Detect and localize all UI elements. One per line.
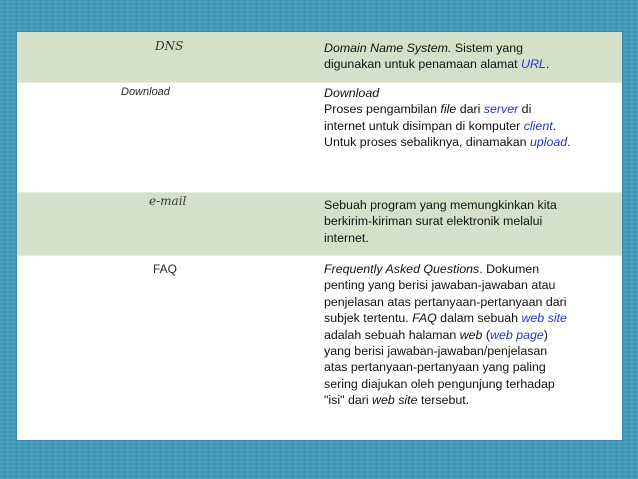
definition-text: Frequently Asked Questions	[324, 262, 480, 276]
definition-line	[324, 134, 620, 150]
definition-text: dari	[456, 102, 484, 117]
term-email: e-mail	[149, 194, 187, 208]
definition-text: berkirim-kiriman surat elektronik melalui	[324, 214, 543, 229]
term-faq: FAQ	[153, 262, 178, 276]
definition-text: Proses pengambilan	[324, 102, 441, 117]
definition-text: dalam sebuah	[436, 311, 522, 326]
definition-link[interactable]: upload	[529, 135, 568, 150]
definition-text: internet untuk disimpan di komputer	[324, 118, 524, 133]
definition-link[interactable]: URL	[521, 57, 546, 72]
term-download: Download	[121, 86, 170, 98]
definition-line	[324, 359, 620, 375]
definition-link[interactable]: web site	[521, 311, 567, 326]
definition-email	[324, 197, 620, 246]
definition-line	[324, 343, 620, 359]
definition-text: penjelasan atas pertanyaan-pertanyaan dari	[324, 294, 567, 309]
definition-text: Domain Name System.	[324, 41, 452, 55]
definition-line	[324, 40, 620, 56]
definition-line	[324, 310, 620, 326]
definition-text: file	[440, 102, 457, 117]
definition-text: penting yang berisi jawaban-jawaban atau	[324, 278, 556, 293]
definition-text: tersebut.	[417, 393, 470, 408]
definition-link[interactable]: server	[483, 102, 519, 117]
definition-download	[324, 85, 620, 151]
definition-line	[324, 261, 620, 277]
definition-line	[324, 327, 620, 343]
definition-text: Sebuah program yang memungkinkan kita	[324, 198, 557, 212]
definition-text: web	[459, 327, 483, 342]
definition-text: web site	[372, 393, 418, 408]
definition-line	[324, 56, 620, 72]
definition-text: Download	[324, 86, 380, 100]
definition-line	[324, 197, 620, 213]
definition-text: Untuk proses sebaliknya, dinamakan	[324, 135, 530, 150]
definition-link[interactable]: client	[523, 118, 553, 133]
glossary-table	[17, 32, 622, 440]
term-dns: DNS	[155, 39, 184, 53]
definition-dns	[324, 40, 620, 73]
definition-text: .	[545, 57, 550, 72]
definition-text: .	[567, 135, 571, 150]
definition-text: sering diajukan oleh pengunjung terhadap	[324, 376, 555, 391]
definition-line	[324, 376, 620, 392]
definition-text: "isi" dari	[324, 393, 373, 408]
definition-faq	[324, 261, 620, 409]
definition-text: subjek tertentu.	[324, 311, 413, 326]
definition-line	[324, 85, 620, 101]
definition-text: internet.	[324, 230, 369, 245]
definition-line	[324, 230, 620, 246]
definition-text: (	[482, 327, 491, 342]
definition-line	[324, 213, 620, 229]
definition-text: di	[518, 102, 532, 117]
definition-text: FAQ	[412, 311, 437, 326]
definition-text: yang berisi jawaban-jawaban/penjelasan	[324, 344, 548, 359]
definition-text: . Dokumen	[479, 262, 540, 276]
definition-line	[324, 277, 620, 293]
definition-line	[324, 294, 620, 310]
definition-text: )	[543, 327, 548, 342]
definition-text: Sistem yang	[451, 41, 524, 55]
definition-line	[324, 118, 620, 134]
definition-line	[324, 101, 620, 117]
definition-link[interactable]: web page	[490, 327, 544, 342]
definition-text: adalah sebuah halaman	[324, 327, 460, 342]
definition-text: atas pertanyaan-pertanyaan yang paling	[324, 360, 546, 375]
definition-text: .	[552, 118, 557, 133]
definition-text: digunakan untuk penamaan alamat	[324, 57, 522, 72]
definition-line	[324, 392, 620, 408]
